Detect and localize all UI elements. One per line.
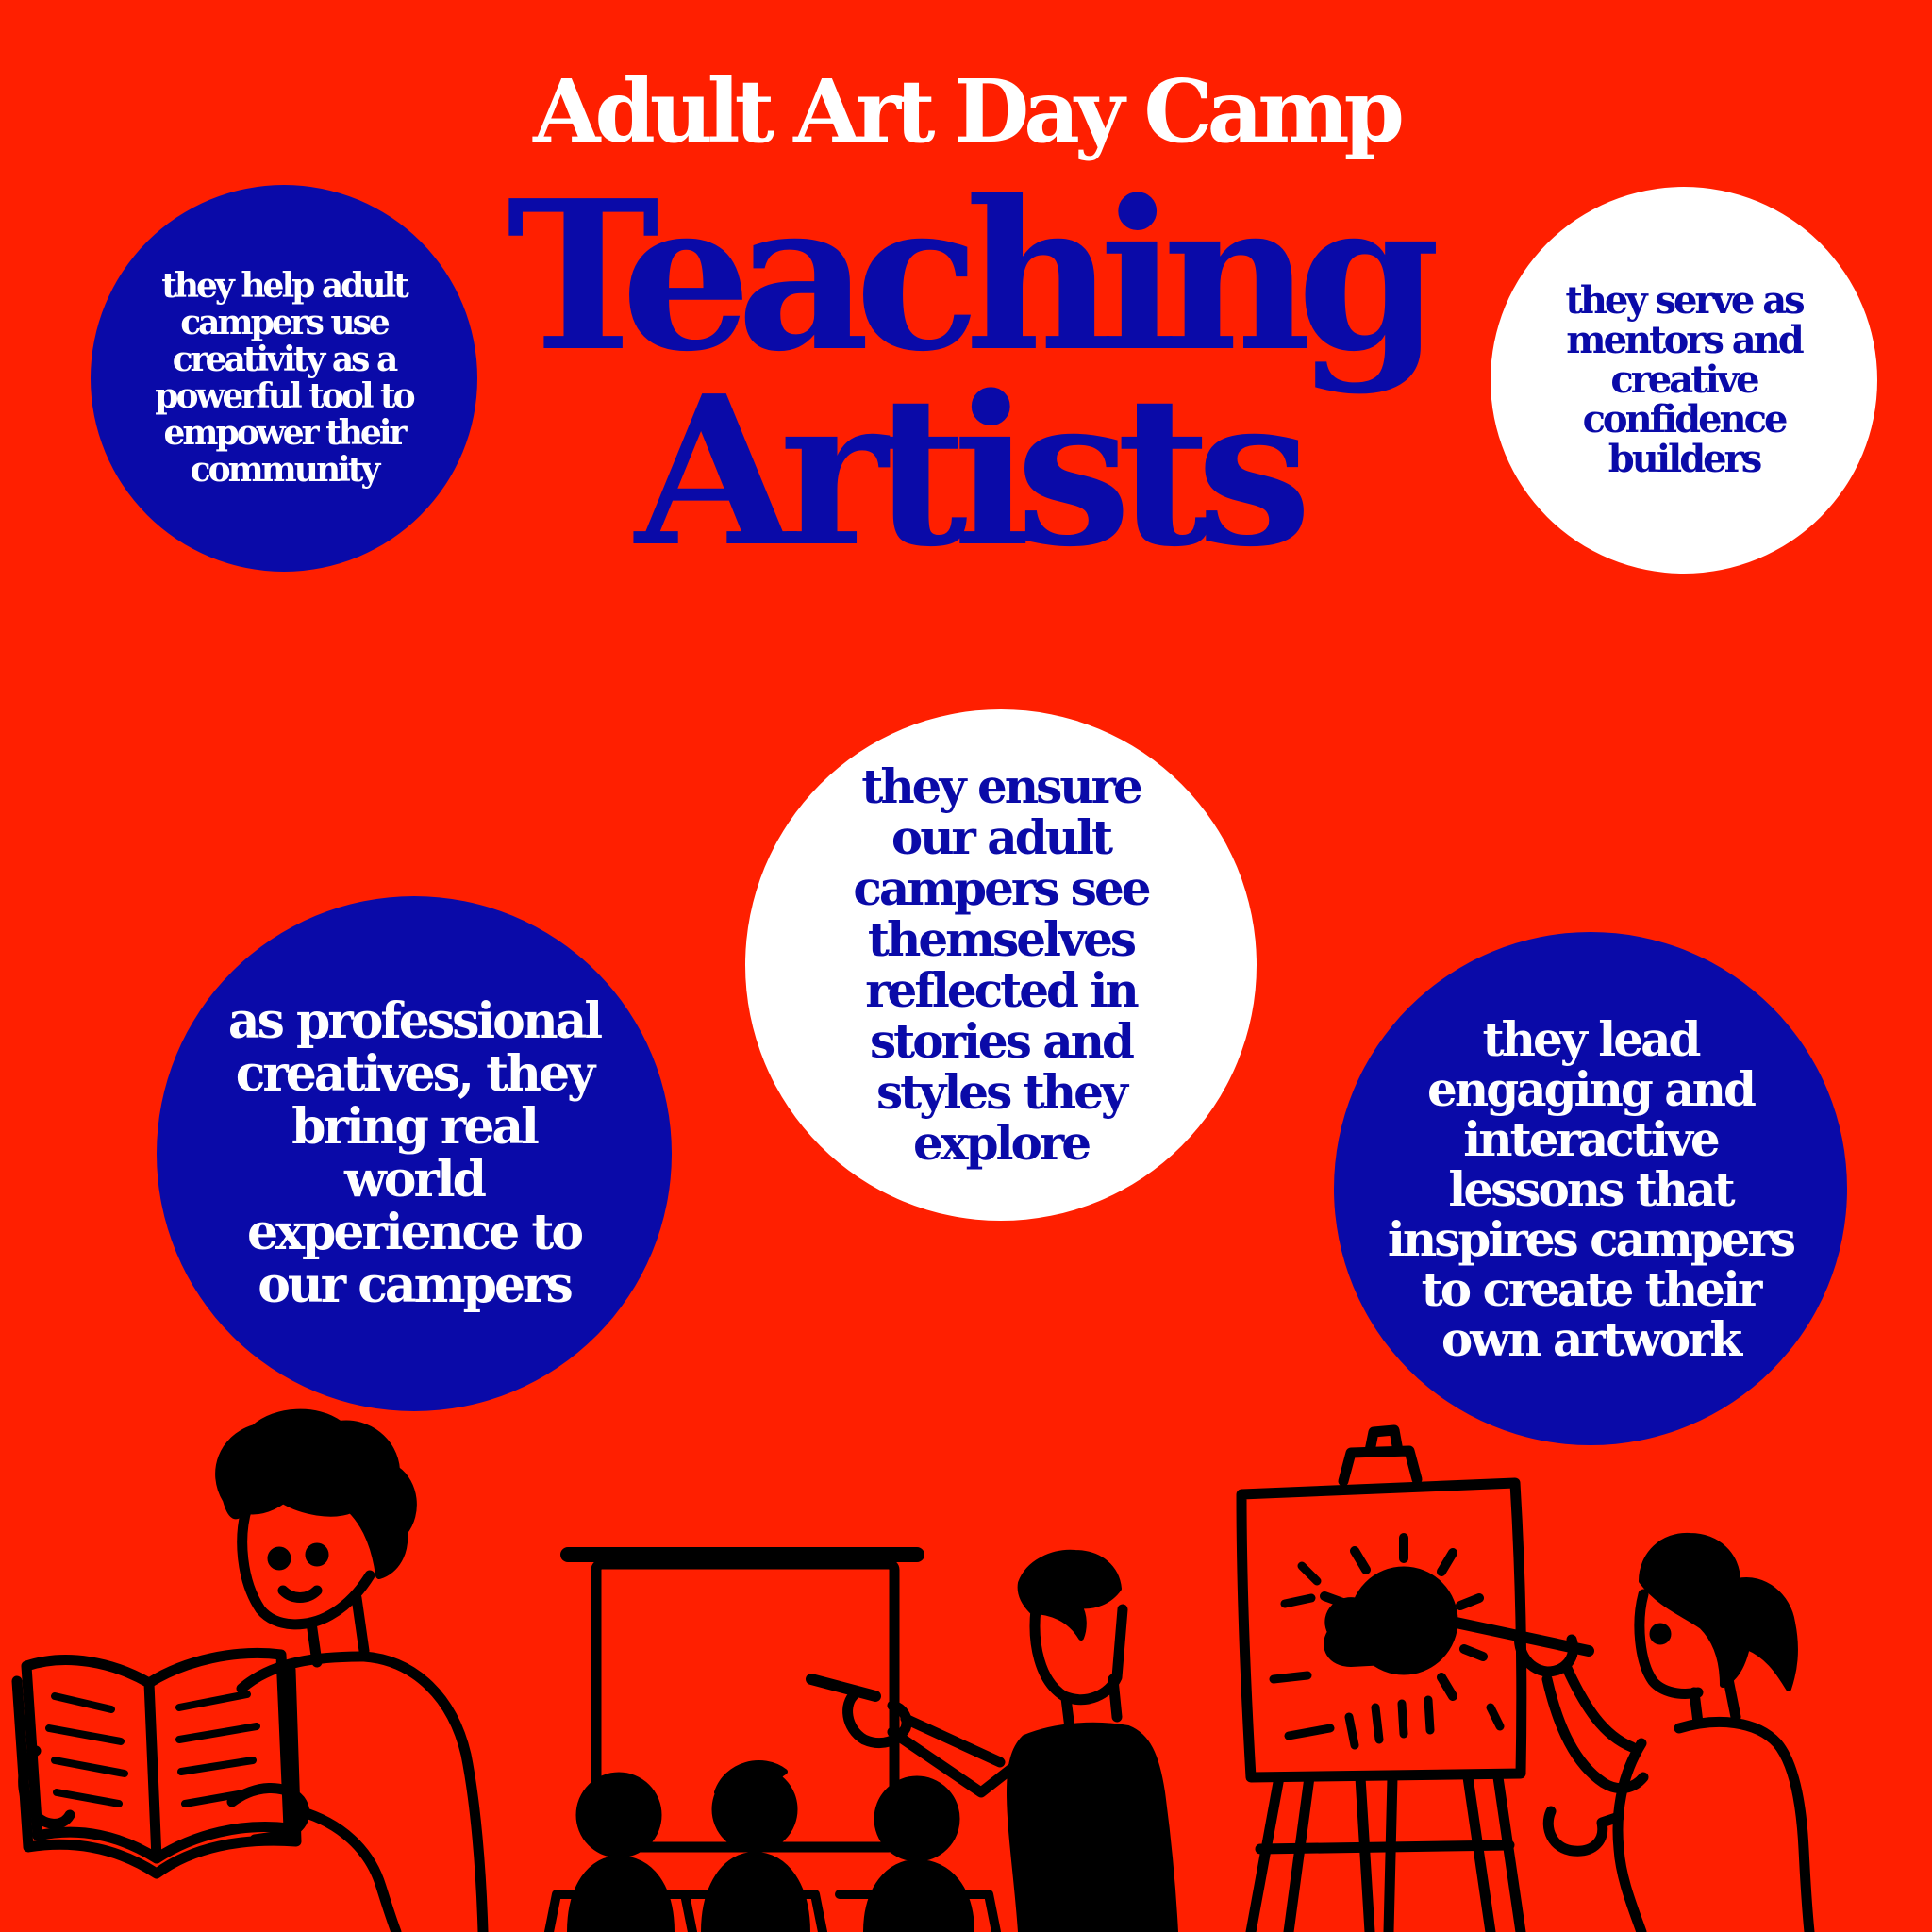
painter-eye [1655,1628,1666,1640]
canvas-cloud [1326,1587,1446,1664]
painter-figure [1241,1430,1809,1932]
bubble-professional-text: as professional creatives, they bring real world experience to our campers [227,991,601,1315]
presenter-pointer [811,1679,875,1696]
reader-body [242,1657,483,1932]
reader-book-right-page [149,1653,289,1858]
reader-eye-left [273,1552,286,1565]
bubble-community-text: they help adult campers use creativity as a powerful tool to empower their community [155,266,413,490]
painter-body [1679,1722,1809,1932]
audience-hair-2 [717,1763,785,1792]
presenter-figure [549,1553,1175,1932]
bubble-mentors-text: they serve as mentors and creative confidence builders [1565,278,1803,481]
reader-eye-right [310,1548,324,1561]
audience-head-1 [581,1777,657,1853]
reader-figure [17,1413,483,1932]
painter-hair [1641,1536,1795,1689]
bubble-lessons [1334,932,1847,1445]
title-line-artists: Artists [635,351,1297,593]
reader-smile [283,1591,317,1598]
reader-face [242,1507,370,1624]
painter-torso-front [1618,1743,1641,1932]
bubble-professional [157,896,672,1411]
title-line-teaching: Teaching [506,156,1426,397]
reader-arm [300,1811,396,1932]
bubble-reflected [745,709,1257,1221]
easel-crossbar [1260,1845,1509,1849]
bubble-lessons-text: they lead engaging and interactive lessons that inspires campers to create their own artwork [1387,1010,1794,1367]
painter-neck [1694,1679,1736,1723]
bubble-reflected-text: they ensure our adult campers see themselves reflected in stories and styles they explore [853,758,1149,1171]
easel-legs [1251,1777,1521,1932]
audience-head-3 [879,1781,955,1857]
teaching-illustration [0,1396,1932,1932]
bubble-mentors [1491,187,1877,574]
easel-clip [1343,1451,1417,1481]
camp-name: Adult Art Day Camp [533,60,1399,162]
page-title [400,156,1532,593]
painter-lower-hand [1548,1811,1619,1851]
bubble-community [91,185,477,572]
reader-book-left-page [26,1660,157,1858]
illustration-svg [0,1396,1932,1932]
